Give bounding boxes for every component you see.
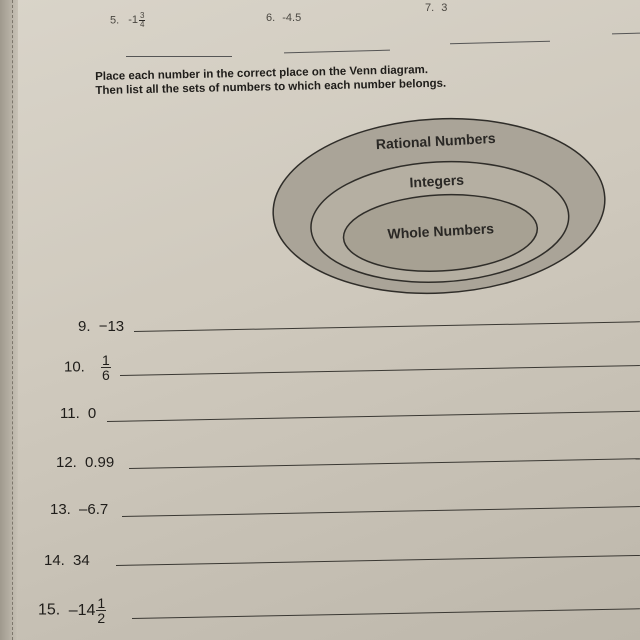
question-13 <box>50 501 108 518</box>
venn-label-whole: Whole Numbers <box>387 220 495 242</box>
problem-number: 6. <box>266 12 276 24</box>
question-11 <box>60 405 96 422</box>
venn-label-rational: Rational Numbers <box>375 129 496 153</box>
instructions-line-2: Then list all the sets of numbers to which each number belongs. <box>95 77 447 97</box>
question-9 <box>78 318 124 335</box>
question-number: 13. <box>50 501 71 518</box>
question-10 <box>64 353 111 382</box>
question-value: 0 <box>87 405 97 422</box>
question-number: 10. <box>64 358 85 376</box>
problem-value: 3 <box>441 2 448 14</box>
question-value: 0.99 <box>85 454 115 471</box>
question-number: 15. <box>38 601 61 619</box>
fraction-numerator: 1 <box>97 595 106 611</box>
question-value: −13 <box>98 318 125 335</box>
fraction-denominator: 4 <box>140 20 145 29</box>
problem-value: -4.5 <box>282 12 302 24</box>
question-value: 34 <box>73 552 90 569</box>
fraction-numerator: 3 <box>140 11 145 20</box>
question-number: 14. <box>44 552 65 569</box>
question-12 <box>56 454 114 471</box>
problem-number: 7. <box>425 2 435 14</box>
question-14 <box>44 552 90 569</box>
question-value: –6.7 <box>79 501 109 518</box>
problem-number: 5. <box>110 14 120 27</box>
question-number: 12. <box>56 454 77 471</box>
venn-label-integers: Integers <box>409 171 465 191</box>
question-number: 11. <box>60 405 80 422</box>
question-number: 9. <box>78 318 91 335</box>
problem-value: -1 <box>128 14 139 27</box>
fraction-numerator: 1 <box>102 352 110 368</box>
fraction-denominator: 2 <box>97 610 106 626</box>
fraction-denominator: 6 <box>102 367 110 383</box>
question-value: –14 <box>68 601 96 619</box>
question-fraction <box>101 353 111 382</box>
question-fraction <box>96 596 106 625</box>
instructions-line-1: Place each number in the correct place on the Venn diagram. <box>95 64 429 83</box>
question-15 <box>38 596 106 625</box>
